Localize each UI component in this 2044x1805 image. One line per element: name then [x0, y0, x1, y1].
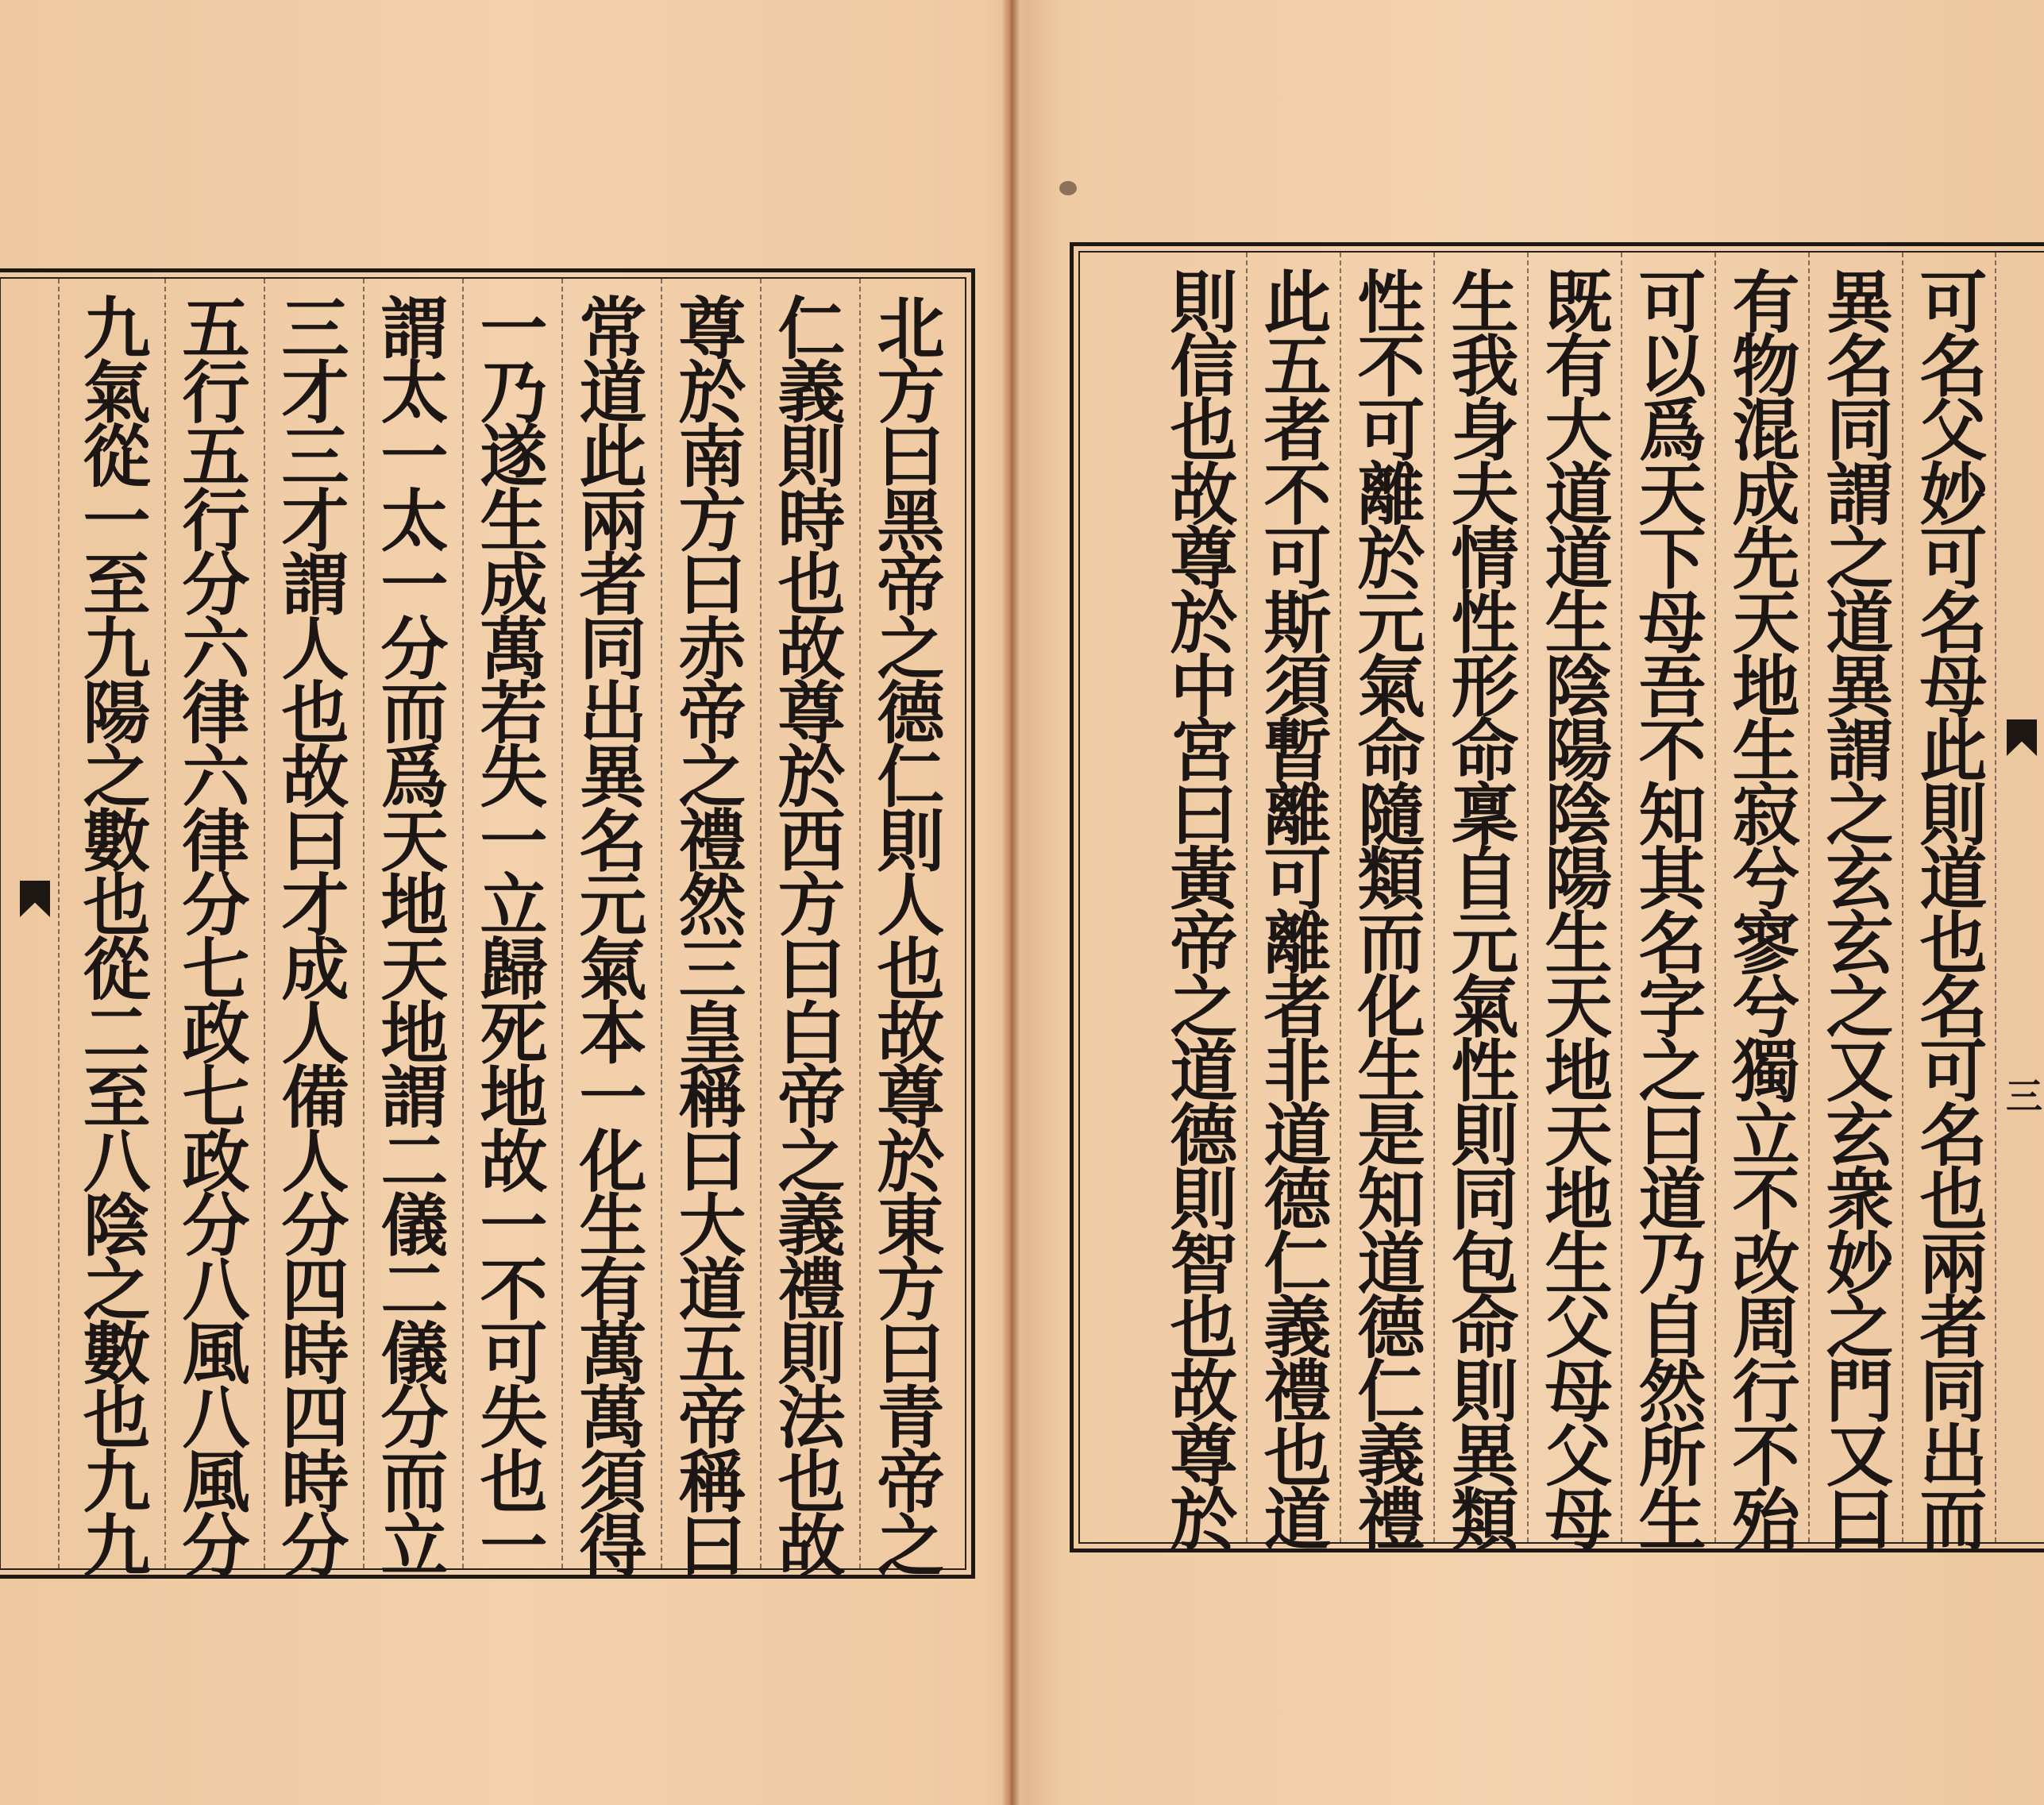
column-rule [1246, 253, 1248, 1542]
text-column-2 [1811, 251, 1898, 1549]
column-text: 此五者不可斯須暫離可離者非道德仁義禮也道 [1252, 267, 1332, 1549]
right-page [1010, 0, 2044, 1805]
column-rule [661, 279, 662, 1568]
text-column-2 [762, 277, 850, 1576]
fishtail-mark [20, 881, 50, 917]
column-rule [1714, 253, 1716, 1542]
text-column-6 [1436, 251, 1523, 1549]
right-spine-page-number: 三 [2000, 1077, 2043, 1115]
column-text: 仁義則時也故尊於西方曰白帝之義禮則法也故 [766, 293, 846, 1576]
column-text: 有物混成先天地生寂兮寥兮獨立不改周行不殆 [1721, 267, 1800, 1549]
column-text: 則信也故尊於中宮曰黃帝之道德則智也故尊於 [1159, 267, 1238, 1549]
column-text: 三才三才謂人也故曰才成人備人分四時四時分 [270, 293, 349, 1576]
column-rule [1808, 253, 1810, 1542]
text-column-7 [266, 277, 353, 1576]
text-column-3 [1717, 251, 1804, 1549]
column-rule [859, 279, 861, 1568]
text-column-5 [465, 277, 552, 1576]
column-text: 可以爲天下母吾不知其名字之曰道乃自然所生 [1627, 267, 1707, 1549]
column-text: 可名父妙可名母此則道也名可名也兩者同出而 [1908, 267, 1988, 1549]
column-rule [1621, 253, 1622, 1542]
column-text: 尊於南方曰赤帝之禮然三皇稱曰大道五帝稱曰 [667, 293, 746, 1576]
left-page [0, 0, 1010, 1805]
column-rule [1995, 253, 1996, 1542]
column-text: 生我身夫情性形命稟自元氣性則同包命則異類 [1440, 267, 1519, 1549]
column-rule [1433, 253, 1435, 1542]
text-column-4 [564, 277, 651, 1576]
column-rule [363, 279, 364, 1568]
text-column-7 [1342, 251, 1429, 1549]
column-text: 一乃遂生成萬若失一立歸死地故一不可失也一 [469, 293, 548, 1576]
ink-smudge [1059, 181, 1077, 195]
right-page-frame [1070, 242, 2044, 1552]
column-rule [1340, 253, 1341, 1542]
text-column-8 [1248, 251, 1336, 1549]
column-text: 北方曰黑帝之德仁則人也故尊於東方曰青帝之 [866, 293, 945, 1576]
right-spine-strip [1999, 251, 2044, 1544]
text-column-8 [167, 277, 254, 1576]
left-page-frame [0, 268, 975, 1579]
column-rule [264, 279, 265, 1568]
text-column-1 [862, 277, 949, 1576]
text-column-5 [1529, 251, 1617, 1549]
column-rule [561, 279, 563, 1568]
column-text: 常道此兩者同出異名元氣本一化生有萬萬須得 [568, 293, 647, 1576]
text-column-9 [67, 277, 155, 1576]
column-text: 九氣從一至九陽之數也從二至八陰之數也九九 [71, 293, 151, 1576]
text-column-9 [1155, 251, 1242, 1549]
column-text: 五行五行分六律六律分七政七政分八風八風分 [171, 293, 250, 1576]
text-column-4 [1623, 251, 1710, 1549]
text-column-6 [365, 277, 453, 1576]
column-text: 性不可離於元氣命隨類而化生是知道德仁義禮 [1346, 267, 1425, 1549]
text-column-1 [1904, 251, 1992, 1549]
column-rule [58, 279, 60, 1568]
column-rule [760, 279, 762, 1568]
column-text: 異名同謂之道異謂之玄玄之又玄衆妙之門又曰 [1815, 267, 1894, 1549]
column-rule [164, 279, 166, 1568]
column-rule [462, 279, 464, 1568]
column-rule [1527, 253, 1529, 1542]
fishtail-mark [2007, 719, 2037, 756]
column-text: 謂太一太一分而爲天地天地謂二儀二儀分而立 [369, 293, 449, 1576]
text-column-3 [663, 277, 750, 1576]
left-spine-strip [12, 277, 58, 1570]
column-rule [1902, 253, 1903, 1542]
column-text: 既有大道道生陰陽陰陽生天地天地生父母父母 [1533, 267, 1613, 1549]
